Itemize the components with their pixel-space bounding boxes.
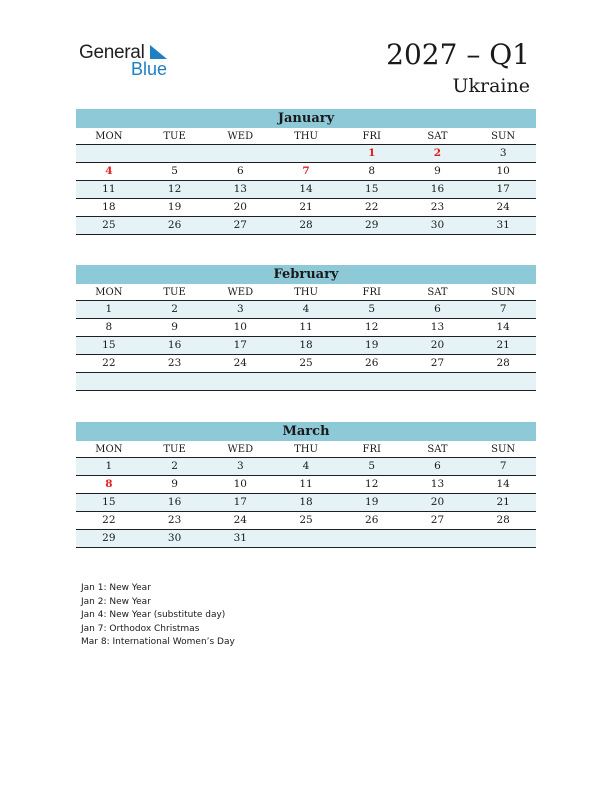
weekday-label: SUN [491, 131, 516, 142]
day-cell: 13 [430, 321, 445, 333]
week-row [76, 354, 536, 372]
weekday-label: WED [227, 444, 254, 455]
week-row [76, 457, 536, 475]
day-cell: 7 [499, 303, 507, 315]
week-row [76, 372, 536, 391]
weekday-label: SAT [427, 287, 448, 298]
day-cell [207, 373, 273, 390]
day-cell [273, 145, 339, 162]
day-cell: 10 [233, 321, 247, 333]
day-cell: 13 [430, 478, 445, 490]
day-cell: 18 [299, 496, 313, 508]
day-cell [207, 145, 273, 162]
day-cell: 24 [233, 357, 247, 369]
weekday-label: MON [95, 444, 123, 455]
weekday-label: TUE [163, 287, 186, 298]
day-cell: 19 [365, 496, 379, 508]
day-cell: 18 [102, 201, 116, 213]
day-cell: 7 [302, 165, 310, 177]
week-row [76, 180, 536, 198]
day-cell: 9 [171, 321, 178, 333]
weekday-label: FRI [362, 444, 381, 455]
day-cell: 22 [365, 201, 379, 213]
day-cell: 28 [299, 219, 313, 231]
weekday-label: MON [95, 287, 123, 298]
day-cell [339, 530, 405, 547]
week-row [76, 300, 536, 318]
holiday-note: Jan 2: New Year [81, 596, 151, 607]
day-cell: 6 [236, 165, 244, 177]
day-cell: 27 [233, 219, 247, 231]
day-cell: 19 [365, 339, 379, 351]
month-header: March [76, 422, 536, 441]
day-cell: 28 [496, 357, 510, 369]
day-cell: 25 [102, 219, 116, 231]
weekday-label: SAT [427, 444, 448, 455]
weekday-label: SAT [427, 131, 448, 142]
day-cell: 4 [302, 303, 310, 315]
weekday-header-row [76, 441, 536, 457]
day-cell: 9 [434, 165, 441, 177]
generalblue-logo [79, 42, 179, 82]
day-cell: 19 [167, 201, 182, 213]
day-cell: 5 [368, 303, 376, 315]
day-cell: 20 [430, 339, 445, 351]
day-cell: 4 [105, 165, 113, 177]
week-row [76, 144, 536, 162]
logo-word-general: General [79, 42, 145, 63]
weekday-label: FRI [362, 287, 381, 298]
day-cell: 10 [233, 478, 247, 490]
day-cell: 30 [167, 532, 182, 544]
holiday-note: Jan 7: Orthodox Christmas [81, 623, 200, 634]
holiday-notes [81, 582, 235, 650]
day-cell: 21 [299, 201, 313, 213]
day-cell: 26 [365, 514, 379, 526]
day-cell: 6 [434, 460, 441, 472]
month-calendar-february [76, 265, 536, 391]
day-cell: 7 [499, 460, 507, 472]
day-cell [405, 530, 471, 547]
day-cell: 30 [430, 219, 445, 231]
weekday-label: THU [294, 444, 318, 455]
day-cell: 2 [433, 147, 442, 159]
day-cell: 24 [233, 514, 247, 526]
week-row [76, 529, 536, 548]
day-cell: 8 [368, 165, 376, 177]
weekday-label: TUE [163, 444, 186, 455]
day-cell: 16 [167, 339, 182, 351]
day-cell [142, 373, 208, 390]
day-cell: 5 [171, 165, 178, 177]
day-cell [76, 373, 142, 390]
day-cell: 25 [299, 357, 313, 369]
weekday-label: THU [294, 131, 318, 142]
day-cell: 20 [233, 201, 247, 213]
logo-word-blue: Blue [131, 59, 168, 79]
month-header: January [76, 109, 536, 128]
day-cell: 4 [302, 460, 310, 472]
day-cell: 23 [167, 514, 182, 526]
day-cell: 11 [102, 183, 116, 195]
day-cell: 15 [102, 339, 116, 351]
day-cell: 14 [299, 183, 313, 195]
day-cell: 10 [496, 165, 510, 177]
page-title: 2027 – Q1 [386, 38, 530, 71]
holiday-note: Jan 4: New Year (substitute day) [81, 610, 226, 620]
day-cell: 18 [299, 339, 313, 351]
week-row [76, 511, 536, 529]
day-cell: 17 [233, 339, 247, 351]
day-cell: 20 [430, 496, 445, 508]
month-calendar-january [76, 109, 536, 235]
weekday-label: FRI [362, 131, 381, 142]
day-cell: 26 [167, 219, 182, 231]
day-cell: 1 [105, 303, 113, 315]
day-cell: 8 [105, 321, 113, 333]
week-row [76, 162, 536, 180]
day-cell: 9 [171, 478, 178, 490]
holiday-note: Mar 8: International Women’s Day [81, 637, 235, 647]
day-cell: 31 [496, 219, 510, 231]
day-cell: 29 [102, 532, 116, 544]
day-cell: 27 [430, 357, 445, 369]
logo-triangle-icon [148, 44, 168, 60]
day-cell: 31 [233, 532, 247, 544]
day-cell: 12 [365, 321, 379, 333]
day-cell: 25 [299, 514, 313, 526]
weekday-label: SUN [491, 444, 516, 455]
week-row [76, 198, 536, 216]
day-cell: 13 [233, 183, 247, 195]
month-header: February [76, 265, 536, 284]
day-cell: 21 [496, 496, 510, 508]
day-cell: 3 [236, 303, 244, 315]
day-cell: 1 [368, 147, 376, 159]
week-row [76, 493, 536, 511]
day-cell: 16 [430, 183, 445, 195]
day-cell: 3 [499, 147, 507, 159]
day-cell: 12 [365, 478, 379, 490]
day-cell: 2 [171, 303, 178, 315]
weekday-label: SUN [491, 287, 516, 298]
day-cell: 17 [233, 496, 247, 508]
day-cell: 14 [496, 321, 510, 333]
day-cell: 26 [365, 357, 379, 369]
day-cell: 12 [167, 183, 182, 195]
weekday-label: THU [294, 287, 318, 298]
day-cell [339, 373, 405, 390]
day-cell: 15 [102, 496, 116, 508]
day-cell: 29 [365, 219, 379, 231]
day-cell [142, 145, 208, 162]
weekday-header-row [76, 128, 536, 144]
holiday-note: Jan 1: New Year [81, 583, 151, 593]
weekday-label: TUE [163, 131, 186, 142]
weekday-label: MON [95, 131, 123, 142]
weekday-header-row [76, 284, 536, 300]
day-cell [405, 373, 471, 390]
week-row [76, 216, 536, 235]
day-cell: 3 [236, 460, 244, 472]
day-cell: 17 [496, 183, 510, 195]
week-row [76, 475, 536, 493]
weekday-label: WED [227, 131, 254, 142]
day-cell: 16 [167, 496, 182, 508]
day-cell: 11 [299, 321, 313, 333]
day-cell: 8 [105, 478, 113, 490]
day-cell: 14 [496, 478, 510, 490]
day-cell: 2 [171, 460, 178, 472]
day-cell [470, 530, 536, 547]
day-cell: 6 [434, 303, 441, 315]
day-cell [273, 373, 339, 390]
day-cell: 23 [430, 201, 445, 213]
weekday-label: WED [227, 287, 254, 298]
day-cell: 1 [105, 460, 113, 472]
day-cell: 27 [430, 514, 445, 526]
week-row [76, 318, 536, 336]
day-cell: 23 [167, 357, 182, 369]
day-cell: 24 [496, 201, 510, 213]
day-cell: 22 [102, 357, 116, 369]
day-cell: 5 [368, 460, 376, 472]
day-cell [470, 373, 536, 390]
country-name: Ukraine [452, 75, 530, 97]
day-cell: 22 [102, 514, 116, 526]
month-calendar-march [76, 422, 536, 548]
day-cell: 21 [496, 339, 510, 351]
day-cell: 28 [496, 514, 510, 526]
week-row [76, 336, 536, 354]
day-cell: 11 [299, 478, 313, 490]
day-cell [273, 530, 339, 547]
day-cell: 15 [365, 183, 379, 195]
day-cell [76, 145, 142, 162]
